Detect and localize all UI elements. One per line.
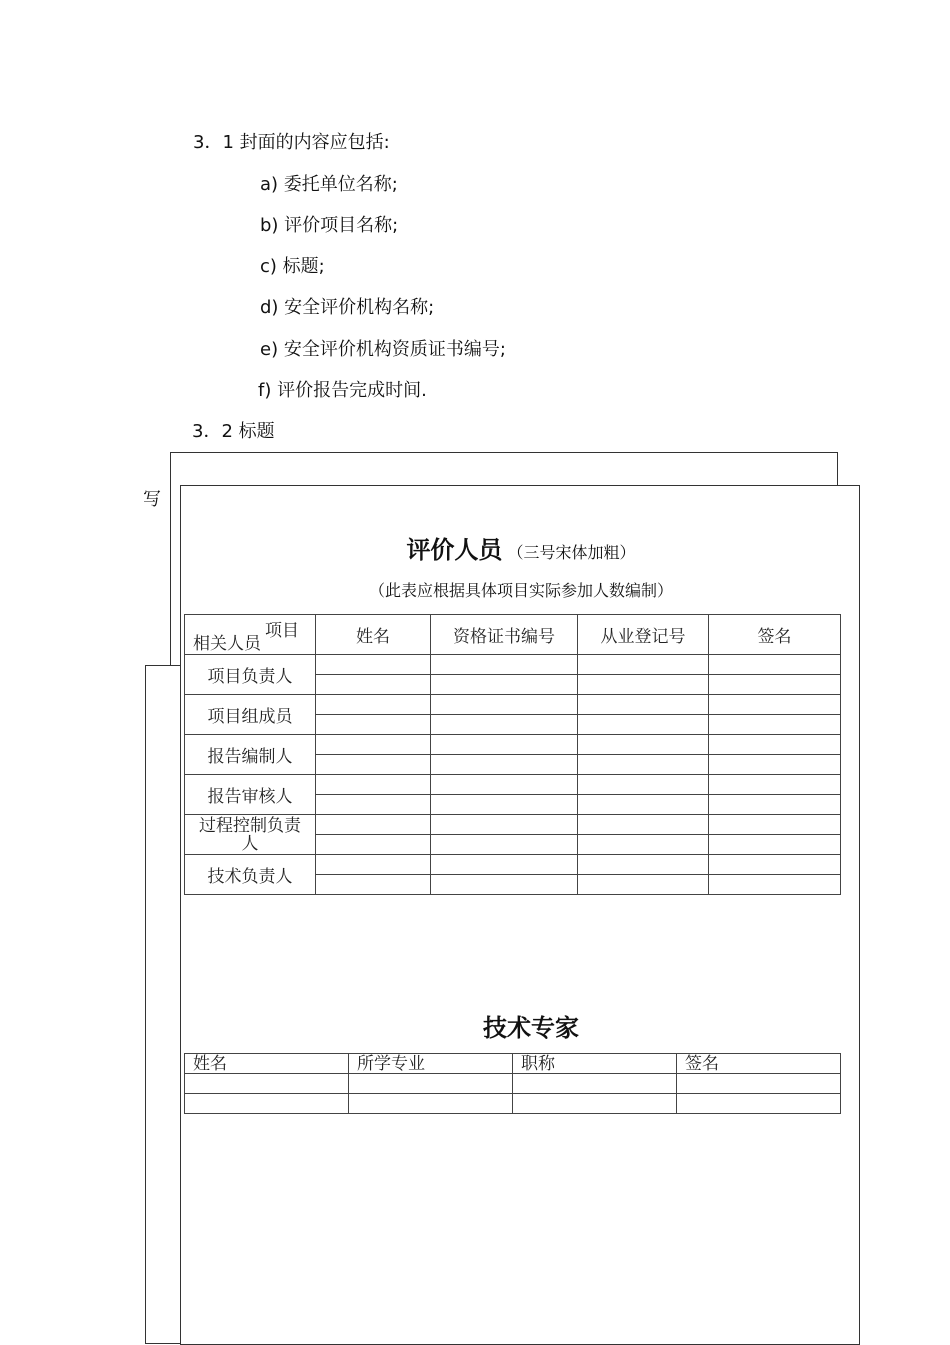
list-item: d) 安全评价机构名称;: [260, 297, 435, 318]
role-label: 项目负责人: [185, 655, 316, 695]
header-corner-bottom: 相关人员: [193, 634, 261, 654]
column-header: 从业登记号: [578, 615, 709, 655]
role-label: 技术负责人: [185, 855, 316, 895]
list-item: c) 标题;: [260, 256, 325, 277]
column-header: 所学专业: [349, 1054, 513, 1074]
header-corner-top: 项目: [265, 621, 299, 641]
experts-table: [184, 1053, 841, 1114]
column-header: 姓名: [316, 615, 431, 655]
section-3-2-heading: 3．2 标题: [192, 421, 275, 442]
table-row: [185, 1094, 841, 1114]
section-3-1-heading: 3．1 封面的内容应包括:: [193, 132, 390, 153]
partial-text: 写: [143, 489, 161, 510]
column-header: 资格证书编号: [431, 615, 578, 655]
column-header: 签名: [677, 1054, 841, 1074]
experts-title: 技术专家: [483, 1013, 579, 1042]
role-label: 项目组成员: [185, 695, 316, 735]
staff-title-row: [181, 530, 861, 565]
column-header: 签名: [709, 615, 841, 655]
staff-subtitle: （此表应根据具体项目实际参加人数编制）: [368, 581, 673, 600]
column-header: 职称: [513, 1054, 677, 1074]
list-item: e) 安全评价机构资质证书编号;: [260, 339, 506, 360]
header-corner-cell: [185, 615, 316, 655]
list-item: f) 评价报告完成时间.: [258, 380, 427, 401]
staff-title-note: （三号宋体加粗）: [507, 543, 636, 562]
list-item: b) 评价项目名称;: [260, 215, 399, 236]
role-label: 过程控制负责人: [185, 815, 316, 855]
table-row: [185, 1074, 841, 1094]
staff-title: 评价人员: [406, 535, 503, 564]
column-header: 姓名: [185, 1054, 349, 1074]
role-label: 报告审核人: [185, 775, 316, 815]
role-label: 报告编制人: [185, 735, 316, 775]
staff-page: [180, 485, 860, 1345]
staff-table: [184, 614, 841, 895]
list-item: a) 委托单位名称;: [260, 174, 398, 195]
